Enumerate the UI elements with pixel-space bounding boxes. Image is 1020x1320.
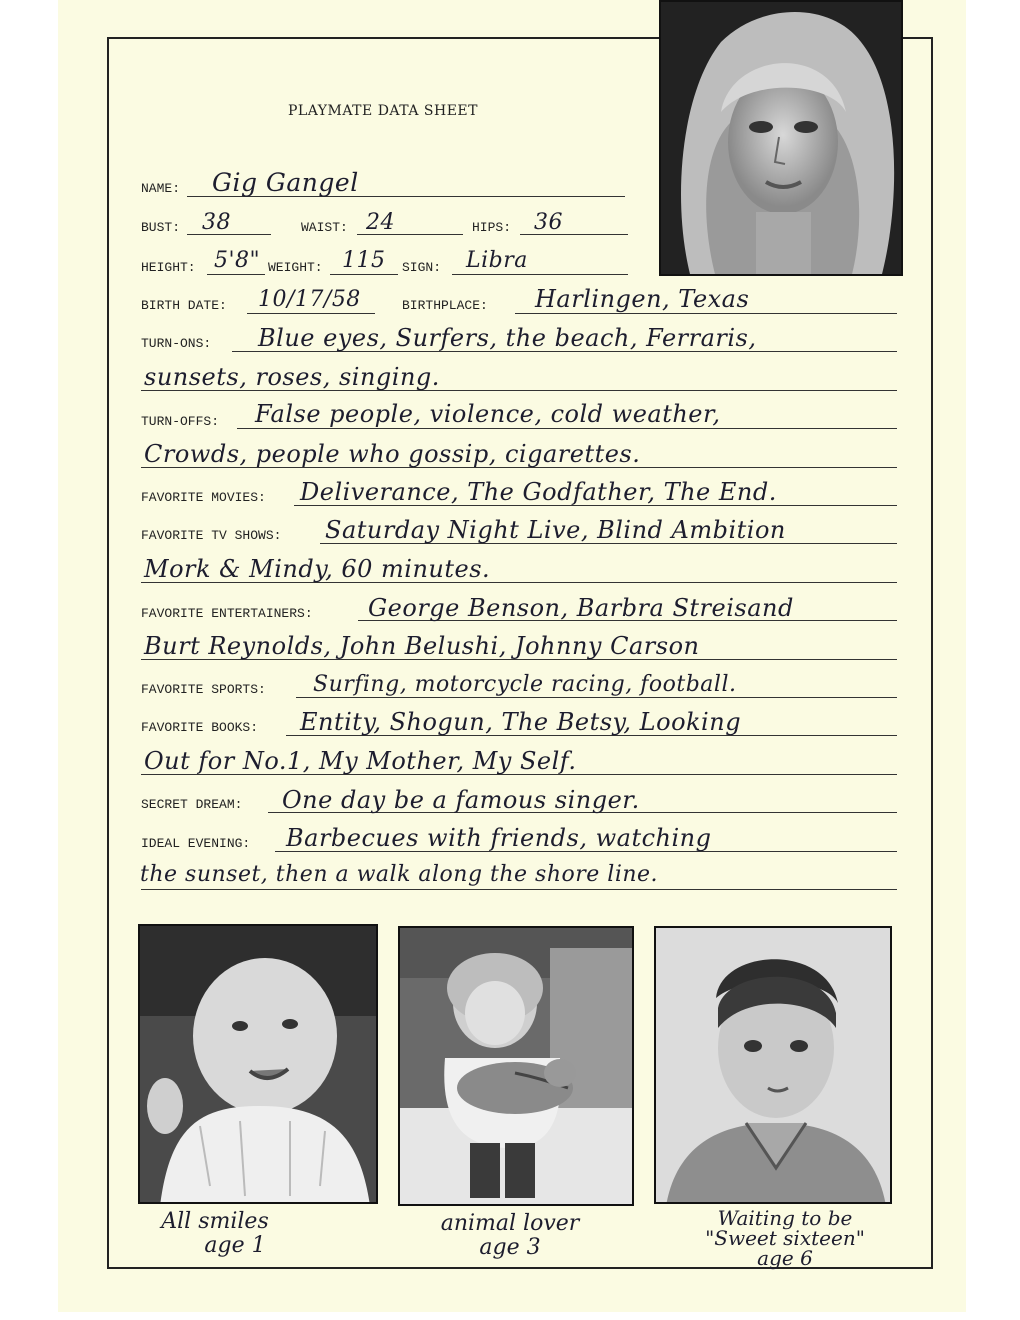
movies-label: FAVORITE MOVIES: [141,490,266,505]
evening-value-1: Barbecues with friends, watching [286,824,712,852]
evening-label: IDEAL EVENING: [141,836,251,851]
bust-value: 38 [202,210,231,235]
sports-value: Surfing, motorcycle racing, football. [313,672,737,697]
hips-label: HIPS: [472,220,512,235]
evening-rule-2 [141,889,897,890]
weight-rule [330,274,398,275]
movies-value: Deliverance, The Godfather, The End. [300,478,777,506]
books-value-2: Out for No.1, My Mother, My Self. [144,747,577,775]
turn-offs-label: TURN-OFFS: [141,414,220,429]
child-photo [654,926,892,1204]
baby-caption-line-1: All smiles [161,1209,269,1234]
turn-ons-value-2: sunsets, roses, singing. [144,363,440,391]
child-caption [660,1208,910,1268]
entertainers-value-2: Burt Reynolds, John Belushi, Johnny Carson [144,632,700,660]
waist-value: 24 [366,210,395,235]
birth-date-value: 10/17/58 [258,287,361,312]
baby-photo [138,924,378,1204]
dream-value: One day be a famous singer. [282,786,640,814]
portrait-photo [659,0,903,276]
tv-label: FAVORITE TV SHOWS: [141,528,282,543]
toddler-caption-line-2: age 3 [479,1235,541,1260]
birthplace-label: BIRTHPLACE: [402,298,488,313]
baby-image [140,926,378,1204]
entertainers-value-1: George Benson, Barbra Streisand [368,594,794,622]
toddler-caption-line-1: animal lover [440,1211,580,1236]
toddler-with-cat-photo [398,926,634,1206]
sports-label: FAVORITE SPORTS: [141,682,266,697]
birth-date-rule [247,313,375,314]
sign-label: SIGN: [402,260,442,275]
name-value: Gig Gangel [212,168,359,197]
tv-value-1: Saturday Night Live, Blind Ambition [325,516,786,544]
sheet-title: PLAYMATE DATA SHEET [288,103,478,119]
height-label: HEIGHT: [141,260,196,275]
sign-value: Libra [466,248,528,273]
toddler-caption [390,1212,630,1260]
weight-value: 115 [342,248,386,273]
child-caption-line-2: "Sweet sixteen" [705,1226,865,1250]
entertainers-label: FAVORITE ENTERTAINERS: [141,606,313,621]
height-value: 5'8" [214,248,261,273]
sign-rule [452,274,628,275]
child-caption-line-3: age 6 [757,1246,813,1270]
birthplace-value: Harlingen, Texas [535,285,750,313]
sports-rule [296,697,897,698]
name-label: NAME: [141,181,181,196]
books-label: FAVORITE BOOKS: [141,720,259,735]
waist-label: WAIST: [301,220,348,235]
toddler-image [400,928,634,1206]
turn-ons-label: TURN-ONS: [141,336,212,351]
baby-caption-line-2: age 1 [204,1233,266,1258]
portrait-image [661,2,903,276]
turn-ons-value-1: Blue eyes, Surfers, the beach, Ferraris, [258,324,757,352]
baby-caption [115,1210,315,1258]
child-caption-line-1: Waiting to be [717,1206,853,1230]
height-rule [207,274,265,275]
bust-label: BUST: [141,220,181,235]
dream-label: SECRET DREAM: [141,797,243,812]
birth-date-label: BIRTH DATE: [141,298,227,313]
turn-offs-rule-1 [237,428,897,429]
tv-value-2: Mork & Mindy, 60 minutes. [144,555,491,583]
weight-label: WEIGHT: [268,260,323,275]
child-image [656,928,892,1204]
evening-value-2: the sunset, then a walk along the shore line. [140,862,659,887]
birthplace-rule [515,313,897,314]
turn-offs-value-2: Crowds, people who gossip, cigarettes. [144,440,641,468]
hips-value: 36 [534,210,563,235]
books-value-1: Entity, Shogun, The Betsy, Looking [300,708,742,736]
turn-offs-value-1: False people, violence, cold weather, [255,400,721,428]
